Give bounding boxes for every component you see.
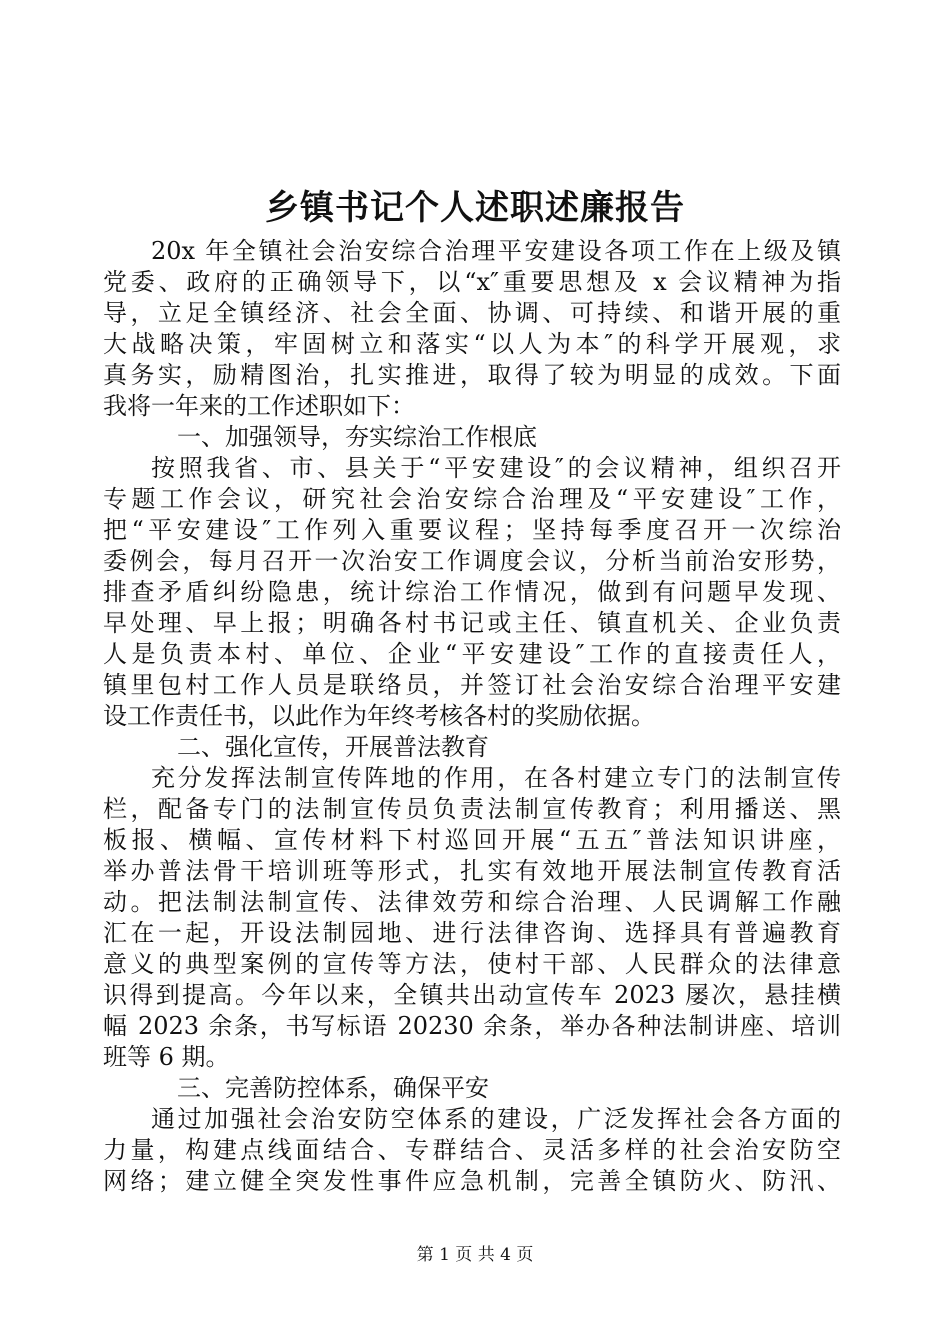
- text-line: 汇在一起，开设法制园地、进行法律咨询、选择具有普遍教育: [103, 919, 841, 947]
- document-title: 乡镇书记个人述职述廉报告: [265, 188, 685, 228]
- text-line: 班等 6 期。: [103, 1043, 230, 1071]
- text-line: 动。把法制法制宣传、法律效劳和综合治理、人民调解工作融: [103, 888, 841, 916]
- text-line: 大战略决策，牢固树立和落实“以人为本″的科学开展观，求: [103, 330, 841, 358]
- document-body: [103, 236, 841, 1197]
- section-heading: 二、强化宣传，开展普法教育: [177, 733, 489, 761]
- text-line: 幅 2023 余条，书写标语 20230 余条，举办各种法制讲座、培训: [103, 1012, 841, 1040]
- text-line: 网络；建立健全突发性事件应急机制，完善全镇防火、防汛、: [103, 1167, 841, 1195]
- text-line: 识得到提高。今年以来，全镇共出动宣传车 2023 屡次，悬挂横: [103, 981, 841, 1009]
- text-line: 真务实，励精图治，扎实推进，取得了较为明显的成效。下面: [103, 361, 841, 389]
- text-line: 充分发挥法制宣传阵地的作用，在各村建立专门的法制宣传: [151, 764, 841, 792]
- text-line: 栏，配备专门的法制宣传员负责法制宣传教育；利用播送、黑: [103, 795, 841, 823]
- text-line: 按照我省、市、县关于“平安建设″的会议精神，组织召开: [151, 454, 841, 482]
- text-line: 党委、政府的正确领导下，以“x″重要思想及 x 会议精神为指: [103, 268, 841, 296]
- section-heading: 一、加强领导，夯实综治工作根底: [177, 423, 537, 451]
- text-line: 通过加强社会治安防空体系的建设，广泛发挥社会各方面的: [151, 1105, 841, 1133]
- text-line: 力量，构建点线面结合、专群结合、灵活多样的社会治安防空: [103, 1136, 841, 1164]
- text-line: 意义的典型案例的宣传等方法，使村干部、人民群众的法律意: [103, 950, 841, 978]
- text-line: 设工作责任书，以此作为年终考核各村的奖励依据。: [103, 702, 655, 730]
- text-line: 排查矛盾纠纷隐患，统计综治工作情况，做到有问题早发现、: [103, 578, 841, 606]
- text-line: 人是负责本村、单位、企业“平安建设″工作的直接责任人，: [103, 640, 841, 668]
- text-line: 镇里包村工作人员是联络员，并签订社会治安综合治理平安建: [103, 671, 841, 699]
- text-line: 板报、横幅、宣传材料下村巡回开展“五五″普法知识讲座，: [103, 826, 841, 854]
- text-line: 举办普法骨干培训班等形式，扎实有效地开展法制宣传教育活: [103, 857, 841, 885]
- text-line: 我将一年来的工作述职如下：: [103, 392, 415, 420]
- text-line: 导，立足全镇经济、社会全面、协调、可持续、和谐开展的重: [103, 299, 841, 327]
- section-heading: 三、完善防控体系，确保平安: [177, 1074, 489, 1102]
- text-line: 把“平安建设″工作列入重要议程；坚持每季度召开一次综治: [103, 516, 841, 544]
- text-line: 委例会，每月召开一次治安工作调度会议，分析当前治安形势，: [103, 547, 841, 575]
- text-line: 早处理、早上报；明确各村书记或主任、镇直机关、企业负责: [103, 609, 841, 637]
- page-footer: 第 1 页 共 4 页: [416, 1245, 534, 1265]
- text-line: 专题工作会议，研究社会治安综合治理及“平安建设″工作，: [103, 485, 841, 513]
- text-line: 20x 年全镇社会治安综合治理平安建设各项工作在上级及镇: [151, 237, 841, 265]
